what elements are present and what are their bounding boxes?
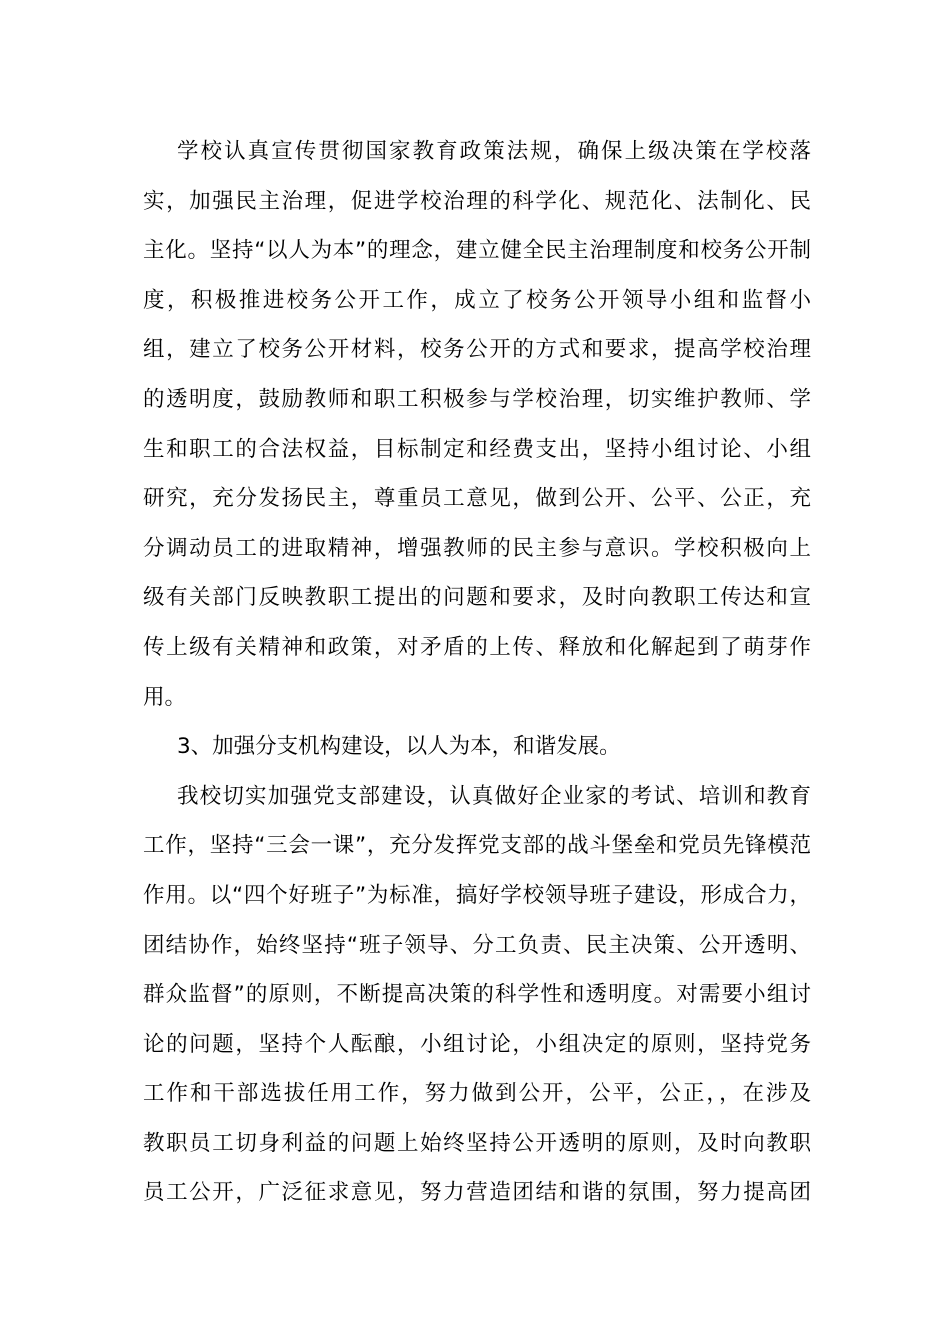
text-line: 员工公开，广泛征求意见，努力营造团结和谐的氛围，努力提高团 [143,1180,811,1206]
text-line: 团结协作，始终坚持“班子领导、分工负责、民主决策、公开透明、 [143,932,811,958]
section-heading: 3、加强分支机构建设，以人为本，和谐发展。 [177,734,621,760]
text-line: 学校认真宣传贯彻国家教育政策法规，确保上级决策在学校落 [177,139,811,164]
text-line: 的透明度，鼓励教师和职工积极参与学校治理，切实维护教师、学 [143,386,811,412]
text-line: 用。 [143,684,187,710]
body-text [143,127,811,1218]
text-line: 论的问题，坚持个人酝酿，小组讨论，小组决定的原则，坚持党务 [143,1031,811,1057]
text-line: 群众监督”的原则，不断提高决策的科学性和透明度。对需要小组讨 [143,982,811,1008]
text-line: 教职员工切身利益的问题上始终坚持公开透明的原则，及时向教职 [143,1130,811,1156]
text-line: 传上级有关精神和政策，对矛盾的上传、释放和化解起到了萌芽作 [143,634,811,660]
text-line: 度，积极推进校务公开工作，成立了校务公开领导小组和监督小 [143,287,811,313]
text-line: 研究，充分发扬民主，尊重员工意见，做到公开、公平、公正，充 [143,486,811,512]
text-line: 生和职工的合法权益，目标制定和经费支出，坚持小组讨论、小组 [143,436,811,462]
text-line: 主化。坚持“以人为本”的理念，建立健全民主治理制度和校务公开制 [143,238,811,264]
text-line: 分调动员工的进取精神，增强教师的民主参与意识。学校积极向上 [143,535,811,561]
text-line: 实，加强民主治理，促进学校治理的科学化、规范化、法制化、民 [143,188,811,214]
text-line: 级有关部门反映教职工提出的问题和要求，及时向教职工传达和宣 [143,585,811,611]
text-line: 作用。以“四个好班子”为标准，搞好学校领导班子建设，形成合力， [143,882,811,908]
text-line: 工作和干部选拔任用工作，努力做到公开，公平，公正，，在涉及 [143,1081,811,1107]
text-line: 我校切实加强党支部建设，认真做好企业家的考试、培训和教育 [177,783,811,809]
text-line: 工作，坚持“三会一课”，充分发挥党支部的战斗堡垒和党员先锋模范 [143,833,811,859]
text-line: 组，建立了校务公开材料，校务公开的方式和要求，提高学校治理 [143,337,811,363]
